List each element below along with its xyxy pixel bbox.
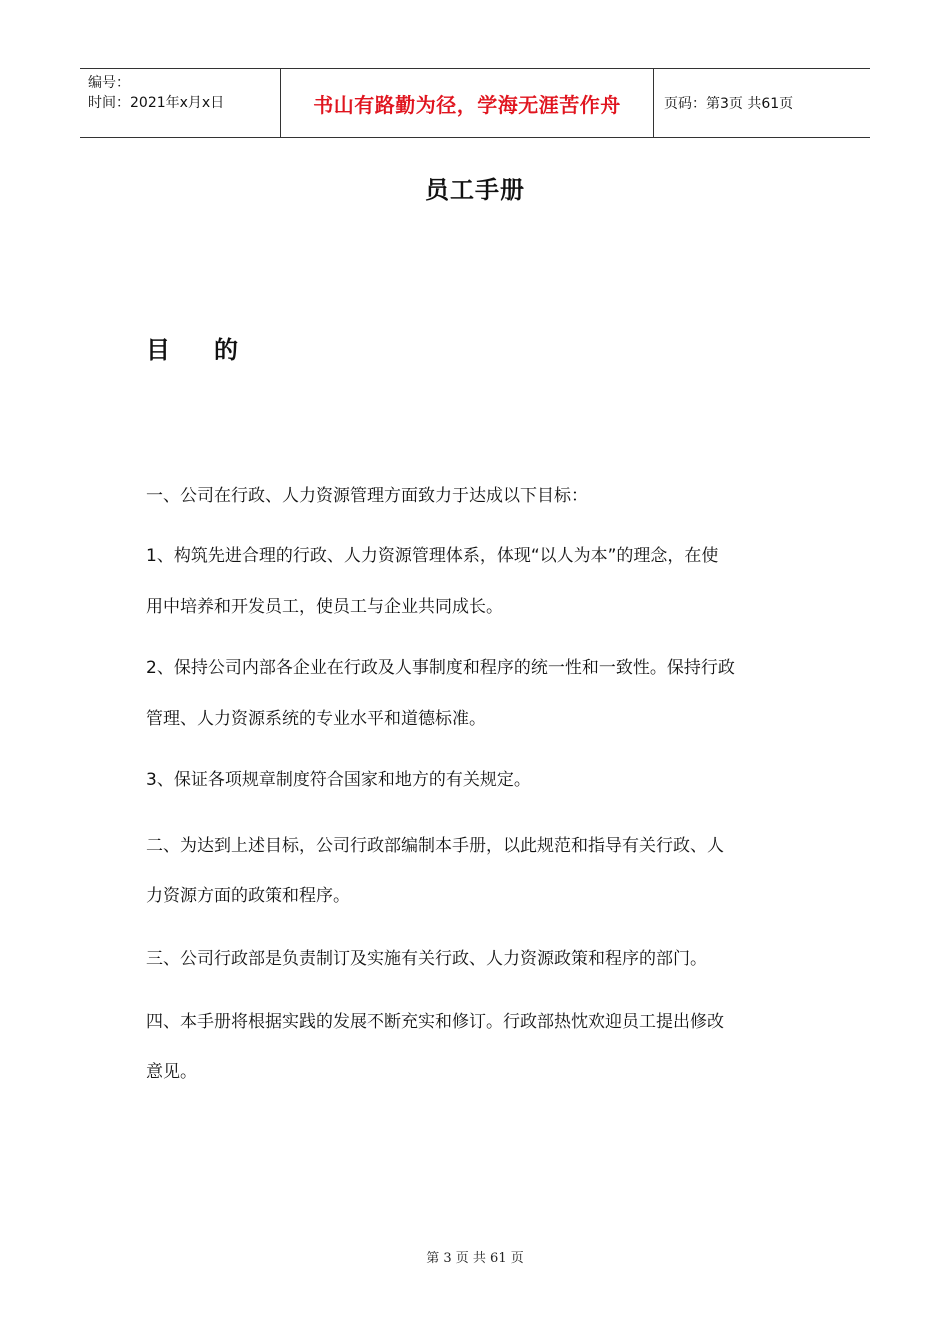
paragraph-3-line-2: 管理、人力资源系统的专业水平和道德标准。	[146, 709, 486, 729]
header-meta-cell	[80, 69, 281, 137]
paragraph-4: 3、保证各项规章制度符合国家和地方的有关规定。	[146, 770, 531, 790]
footer-page-number: 第 3 页 共 61 页	[426, 1251, 524, 1266]
header-page-label: 页码：第3页 共61页	[664, 96, 794, 112]
paragraph-7-line-2: 意见。	[146, 1062, 197, 1082]
section-heading-purpose	[146, 330, 238, 365]
header-motto: 书山有路勤为径，学海无涯苦作舟	[281, 69, 654, 137]
paragraph-6: 三、公司行政部是负责制订及实施有关行政、人力资源政策和程序的部门。	[146, 949, 707, 969]
paragraph-1: 一、公司在行政、人力资源管理方面致力于达成以下目标：	[146, 486, 588, 506]
header-time-label: 时间：2021年x月x日	[88, 95, 225, 111]
paragraph-5-line-2: 力资源方面的政策和程序。	[146, 886, 350, 906]
section-heading-char-1: 目	[146, 336, 170, 364]
header-number-label: 编号：	[88, 75, 130, 91]
paragraph-3-line-1: 2、保持公司内部各企业在行政及人事制度和程序的统一性和一致性。保持行政	[146, 658, 735, 678]
document-title: 员工手册	[425, 176, 525, 204]
paragraph-5-line-1: 二、为达到上述目标，公司行政部编制本手册，以此规范和指导有关行政、人	[146, 836, 724, 856]
header-table	[80, 68, 870, 138]
section-heading-char-2: 的	[214, 336, 238, 364]
paragraph-2-line-2: 用中培养和开发员工，使员工与企业共同成长。	[146, 597, 503, 617]
paragraph-7-line-1: 四、本手册将根据实践的发展不断充实和修订。行政部热忱欢迎员工提出修改	[146, 1012, 724, 1032]
paragraph-2-line-1: 1、构筑先进合理的行政、人力资源管理体系，体现“以人为本”的理念，在使	[146, 546, 719, 566]
